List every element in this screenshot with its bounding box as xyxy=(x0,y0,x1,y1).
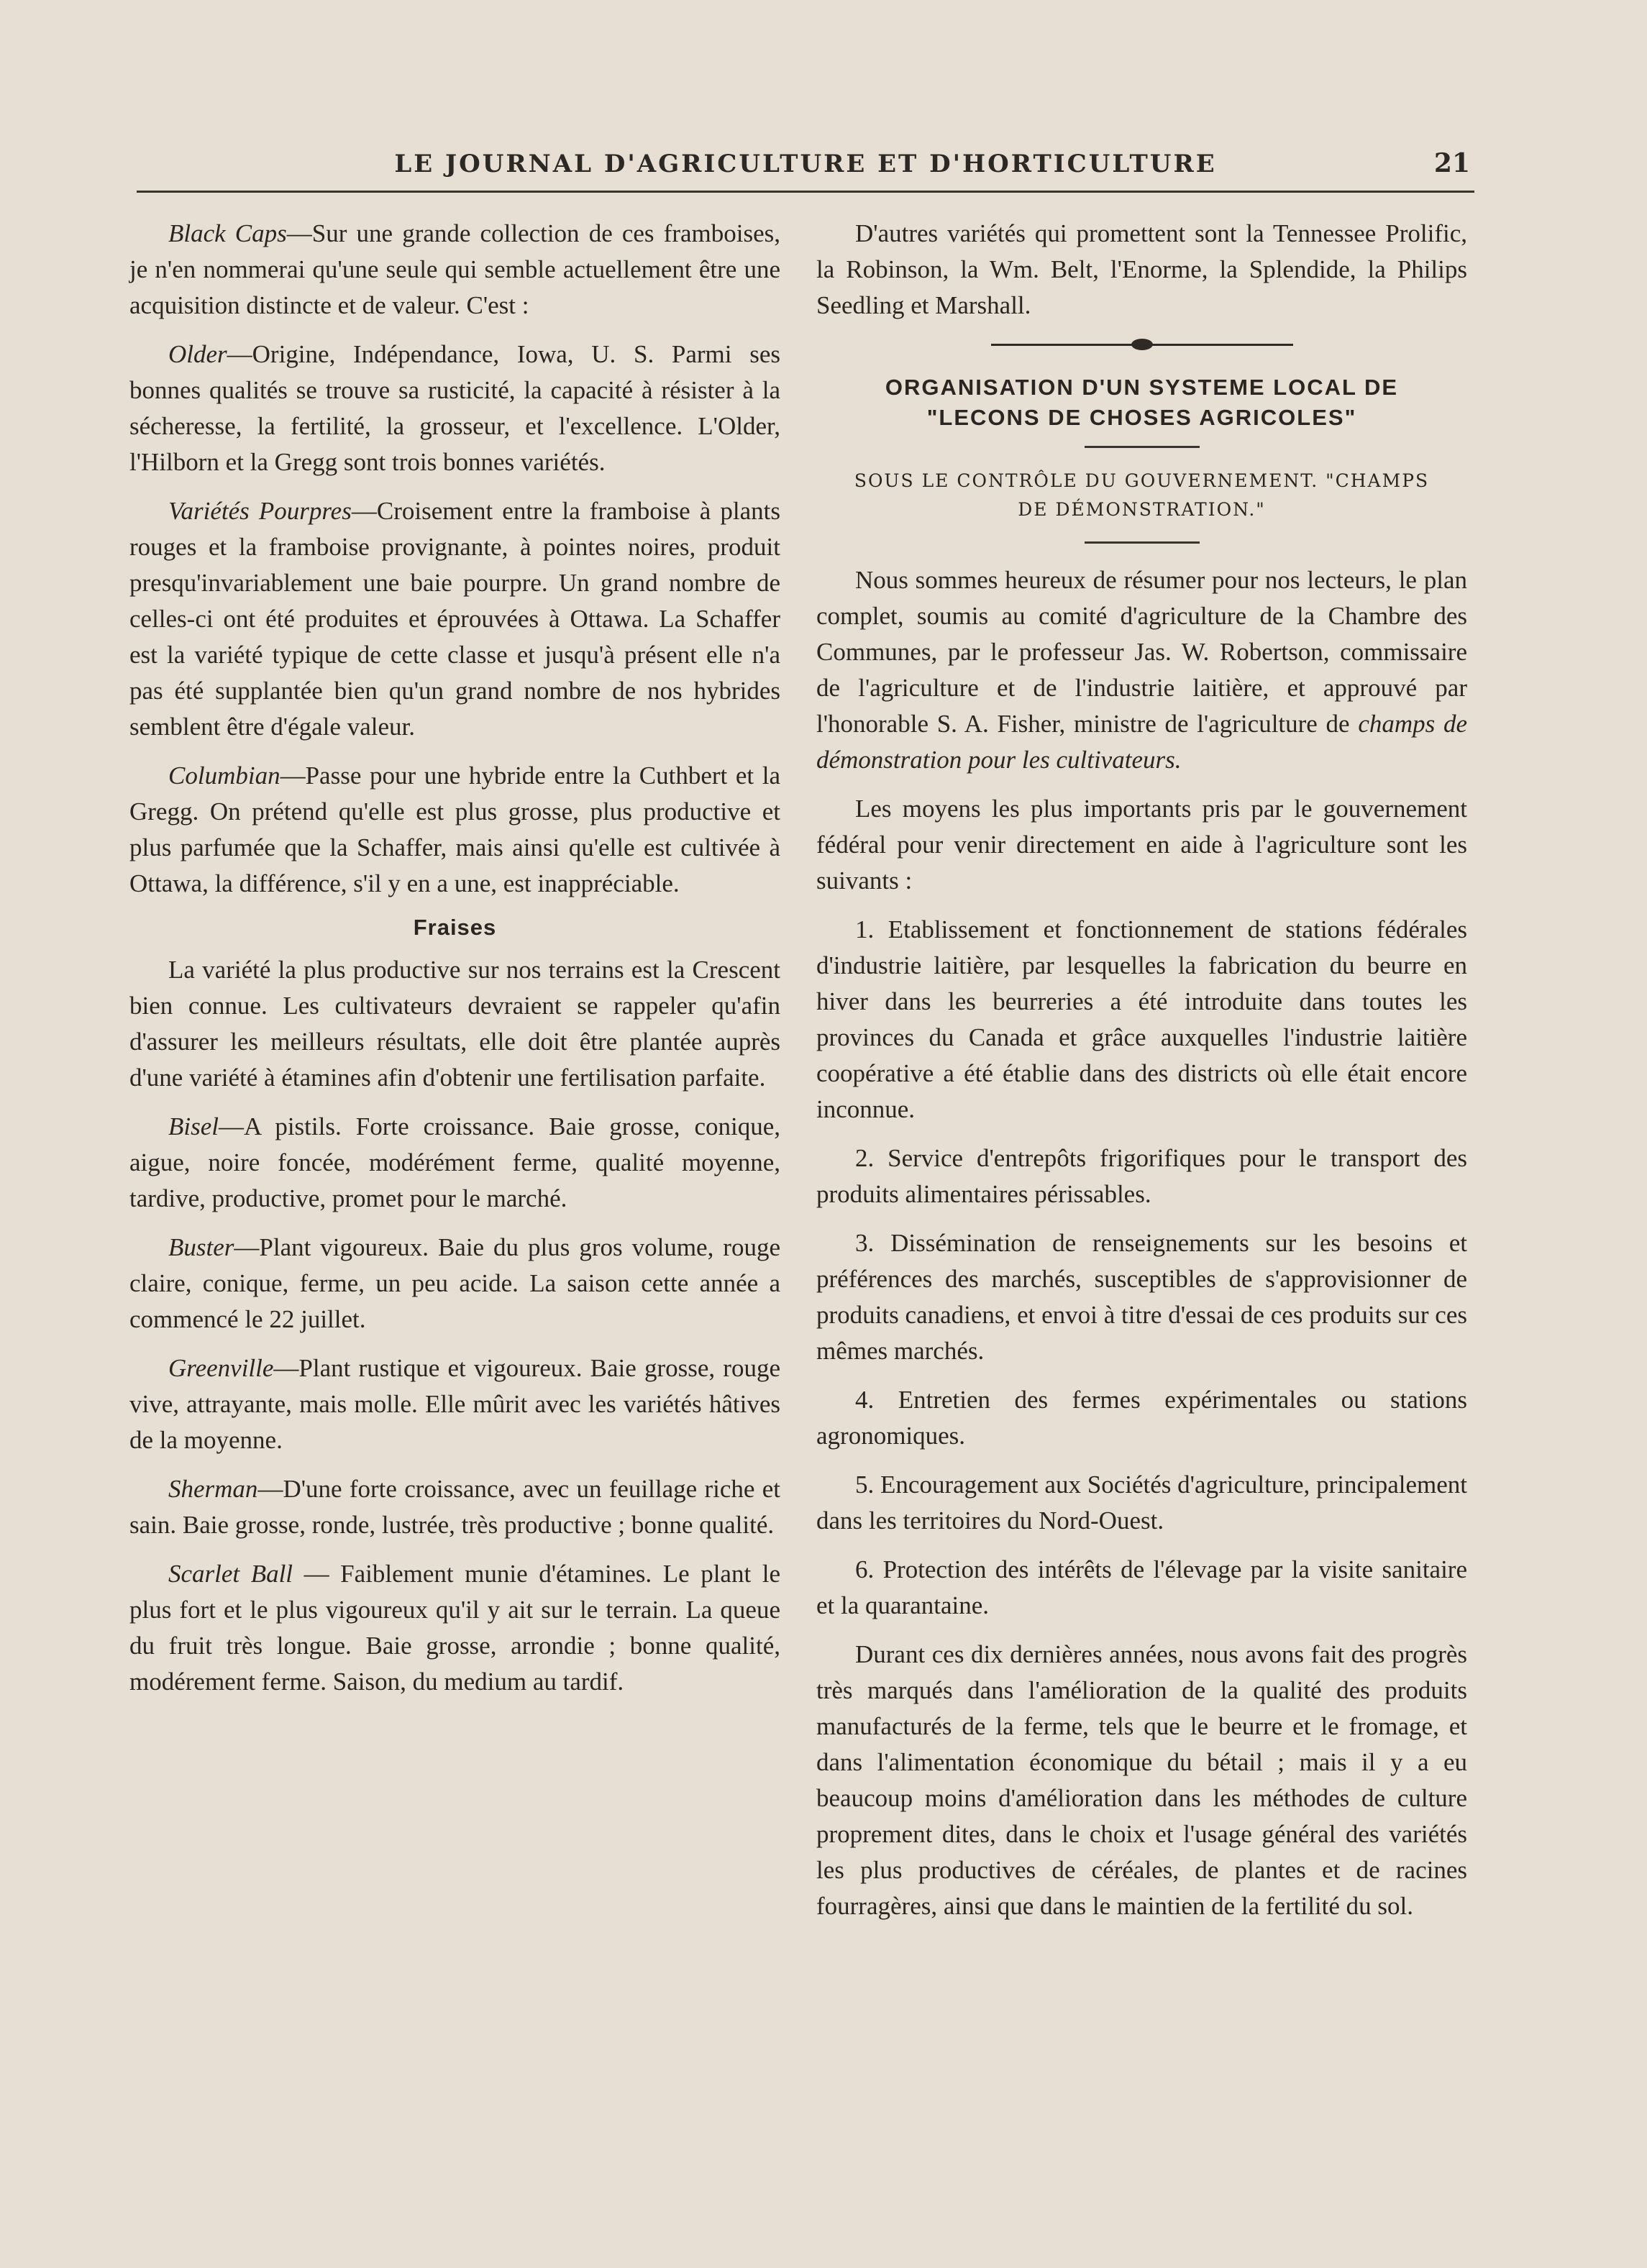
variety-term: Sherman xyxy=(168,1475,258,1503)
list-item-4: 4. Entretien des fermes expérimentales ou stations agronomiques. xyxy=(816,1386,1467,1450)
paragraph-other-varieties: D'autres variétés qui promettent sont la Tennessee Prolific, la Robinson, la Wm. Belt, l'Enorme, la Splendide, la Philips Seedling et Marshall. xyxy=(816,219,1467,319)
paragraph-columbian xyxy=(129,758,780,902)
variety-term: Buster xyxy=(168,1233,234,1261)
running-title: LE JOURNAL D'AGRICULTURE ET D'HORTICULTURE xyxy=(394,150,1217,178)
variety-term: Variétés Pourpres xyxy=(168,497,352,525)
paragraph-bisel xyxy=(129,1109,780,1217)
paragraph-text: Nous sommes heureux de résumer pour nos lecteurs, le plan complet, soumis au comité d'agriculture de la Chambre des Communes, par le professeur Jas. W. Robertson, commissaire de l'agriculture et de l'industrie laitière, et approuvé par l'honorable S. A. Fisher, ministre de l'agriculture de xyxy=(816,566,1467,738)
paragraph-text: —Croisement entre la framboise à plants rouges et la framboise provignante, à pointes noires, produit presqu'invariablement une baie pourpre. Un grand nombre de celles-ci ont été produites et éprouvées à Ottawa. La Schaffer est la variété typique de cette classe et jusqu'à présent elle n'a pas été supplantée bien qu'un grand nombre de nos hybrides semblent être d'égale valeur. xyxy=(129,497,780,741)
paragraph-buster xyxy=(129,1230,780,1338)
list-item-2: 2. Service d'entrepôts frigorifiques pour le transport des produits alimentaires périssables. xyxy=(816,1144,1467,1208)
paragraph-text: —Sur une grande collection de ces framboises, je n'en nommerai qu'une seule qui semble actuellement être une acquisition distincte et de valeur. C'est : xyxy=(129,219,780,319)
article-title-line-2: "LECONS DE CHOSES AGRICOLES" xyxy=(926,405,1357,430)
paragraph-text: —Plant vigoureux. Baie du plus gros volume, rouge claire, conique, ferme, un peu acide. La saison cette année a commencé le 22 juillet. xyxy=(129,1233,780,1333)
list-item-6: 6. Protection des intérêts de l'élevage par la visite sanitaire et la quarantaine. xyxy=(816,1555,1467,1619)
paragraph-text: —Plant rustique et vigoureux. Baie grosse, rouge vive, attrayante, mais molle. Elle mûrit avec les variétés hâtives de la moyenne. xyxy=(129,1354,780,1454)
paragraph-moyens: Les moyens les plus importants pris par le gouvernement fédéral pour venir directement en aide à l'agriculture sont les suivants : xyxy=(816,795,1467,895)
article-subtitle-line-2: DE DÉMONSTRATION." xyxy=(1018,499,1266,520)
running-header xyxy=(137,144,1474,187)
list-item-5: 5. Encouragement aux Sociétés d'agriculture, principalement dans les territoires du Nord-Ouest. xyxy=(816,1471,1467,1535)
paragraph-text: —D'une forte croissance, avec un feuillage riche et sain. Baie grosse, ronde, lustrée, très productive ; bonne qualité. xyxy=(129,1475,780,1539)
paragraph-sherman xyxy=(129,1471,780,1543)
article-subtitle-line-1: SOUS LE CONTRÔLE DU GOUVERNEMENT. "CHAMPS xyxy=(854,470,1430,491)
paragraph-varietes-pourpres xyxy=(129,493,780,745)
paragraph-text: —Origine, Indépendance, Iowa, U. S. Parmi ses bonnes qualités se trouve sa rusticité, la capacité à résister à la sécheresse, la fertilité, la grosseur, et l'excellence. L'Older, l'Hilborn et la Gregg sont trois bonnes variétés. xyxy=(129,340,780,476)
page-number: 21 xyxy=(1433,148,1470,178)
variety-term: Scarlet Ball xyxy=(168,1560,293,1588)
paragraph-text: — Faiblement munie d'étamines. Le plant le plus fort et le plus vigoureux qu'il y ait sur le terrain. La queue du fruit très longue. Baie grosse, arrondie ; bonne qualité, modérement ferme. Saison, du medium au tardif. xyxy=(129,1560,780,1696)
variety-term: Columbian xyxy=(168,762,280,790)
variety-term: Black Caps xyxy=(168,219,287,247)
paragraph-progres: Durant ces dix dernières années, nous avons fait des progrès très marqués dans l'amélioration de la qualité des produits manufacturés de la ferme, tels que le beurre et le fromage, et dans l'alimentation économique du bétail ; mais il y a eu beaucoup moins d'amélioration dans les méthodes de culture proprement dites, dans le choix et l'usage général des variétés les plus productives de céréales, de plantes et de racines fourragères, ainsi que dans le maintien de la fertilité du sol. xyxy=(816,1640,1467,1920)
variety-term: Bisel xyxy=(168,1112,219,1140)
variety-term: Greenville xyxy=(168,1354,274,1382)
italic-phrase: champs de démonstration pour les cultivateurs. xyxy=(816,710,1468,774)
paragraph-greenville xyxy=(129,1350,780,1458)
article-title xyxy=(816,372,1467,433)
subtitle-rule xyxy=(1085,541,1200,544)
paragraph-intro xyxy=(816,562,1467,778)
paragraph-text: —A pistils. Forte croissance. Baie grosse, conique, aigue, noire foncée, modérément ferme, qualité moyenne, tardive, productive, promet pour le marché. xyxy=(129,1112,780,1212)
ornamental-divider xyxy=(991,337,1293,354)
paragraph-crescent: La variété la plus productive sur nos terrains est la Crescent bien connue. Les cultivateurs devraient se rappeler qu'afin d'assurer les meilleurs résultats, elle doit être plantée auprès d'une variété à étamines afin d'obtenir une fertilisation parfaite. xyxy=(129,956,780,1092)
header-rule xyxy=(137,191,1474,193)
list-item-3: 3. Dissémination de renseignements sur les besoins et préférences des marchés, susceptibles de s'approvisionner de produits canadiens, et envoi à titre d'essai de ces produits sur ces mêmes marchés. xyxy=(816,1229,1467,1365)
paragraph-black-caps xyxy=(129,216,780,324)
paragraph-older xyxy=(129,337,780,480)
paragraph-text: —Passe pour une hybride entre la Cuthbert et la Gregg. On prétend qu'elle est plus grosse, plus productive et plus parfumée que la Schaffer, mais ainsi qu'elle est cultivée à Ottawa, la différence, s'il y en a une, est inappréciable. xyxy=(129,762,780,897)
section-heading-fraises: Fraises xyxy=(413,915,497,940)
variety-term: Older xyxy=(168,340,227,368)
paragraph-scarlet-ball xyxy=(129,1556,780,1700)
right-column xyxy=(816,216,1467,1937)
list-item-1: 1. Etablissement et fonctionnement de stations fédérales d'industrie laitière, par lesquelles la fabrication du beurre en hiver dans les beurreries a été introduite dans toutes les provinces du Canada et grâce auxquelles l'industrie laitière coopérative a été établie dans des districts où elle était encore inconnue. xyxy=(816,915,1467,1123)
article-title-line-1: ORGANISATION D'UN SYSTEME LOCAL DE xyxy=(885,375,1399,400)
title-rule xyxy=(1085,446,1200,448)
left-column xyxy=(129,216,780,1713)
article-subtitle xyxy=(816,467,1467,524)
